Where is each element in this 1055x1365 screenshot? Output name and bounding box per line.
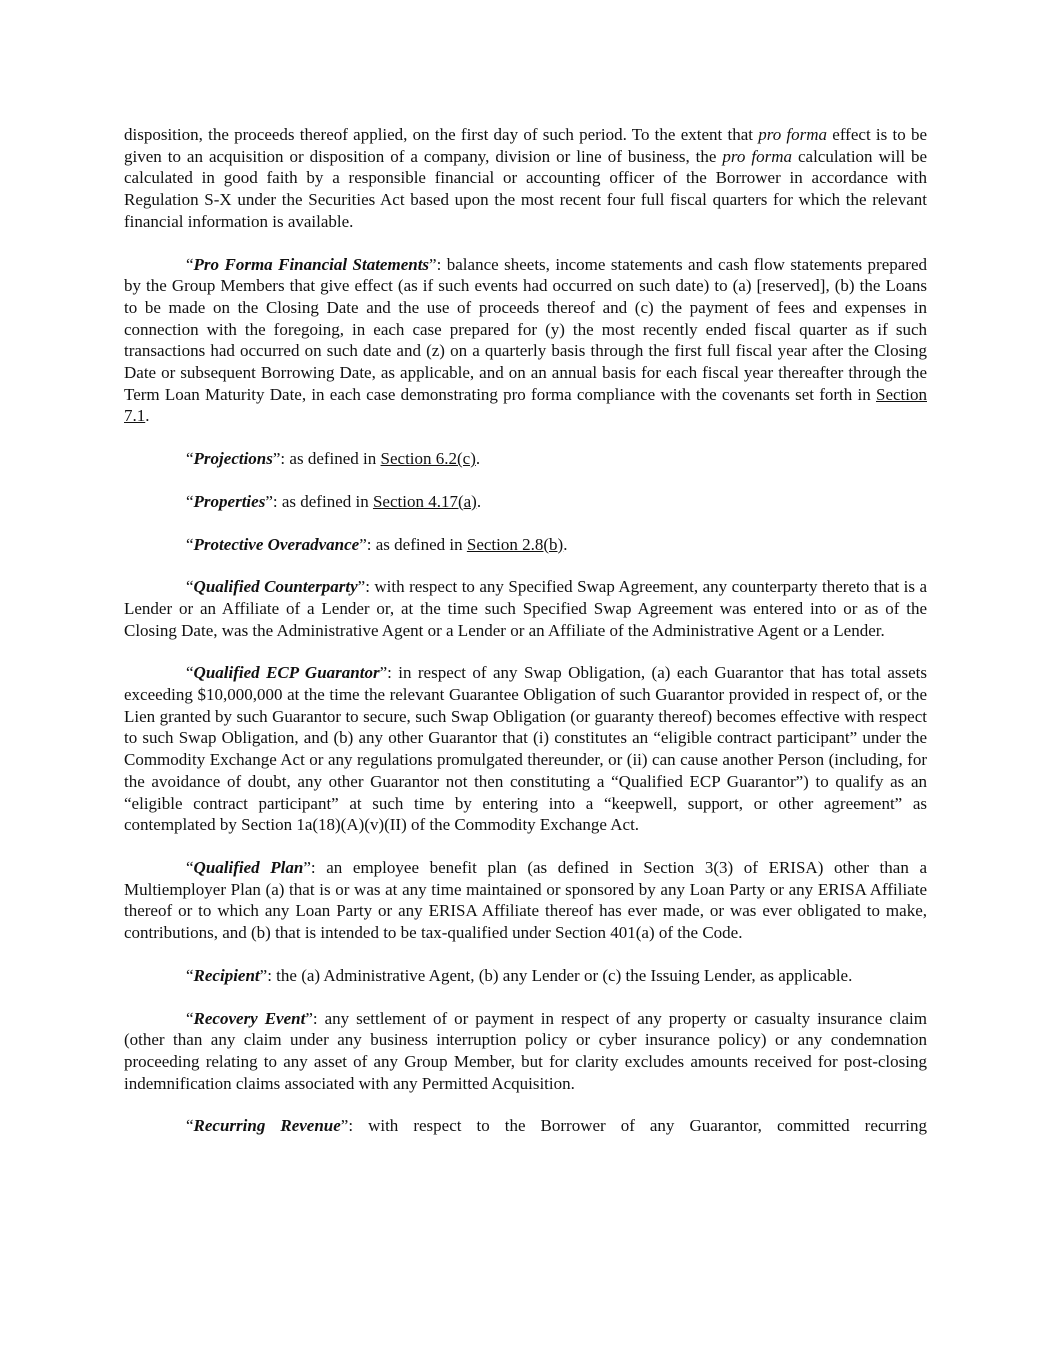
definition-text: ”: as defined in (265, 491, 373, 511)
definition-protective-overadvance (124, 534, 927, 556)
text-segment: . (475, 449, 481, 469)
open-quote: “ (186, 449, 194, 469)
open-quote: “ (186, 254, 194, 274)
text-segment: . (476, 491, 482, 511)
text-segment: disposition, the proceeds thereof applied, on the first day of such period. To the extent that (124, 125, 759, 144)
defined-term: Recurring Revenue (193, 1116, 341, 1136)
open-quote: “ (186, 663, 194, 683)
section-reference-link[interactable]: Section 7.1 (124, 384, 927, 426)
definition-text: ”: as defined in (359, 534, 467, 554)
section-reference-link[interactable]: Section 4.17(a) (372, 491, 477, 511)
definition-qualified-ecp-guarantor (124, 662, 927, 836)
open-quote: “ (186, 857, 194, 877)
definition-projections (124, 448, 927, 470)
italic-text: pro forma (758, 125, 828, 144)
text-segment: calculation will be calculated in good faith by a responsible financial or accounting officer of the Borrower in accordance with Regulation S-X under the Securities Act based upon the most recent four full fiscal quarters for which the relevant financial information is available. (124, 146, 927, 231)
definition-text: ”: in respect of any Swap Obligation, (a) each Guarantor that has total assets exceeding $10,000,000 at the time the relevant Guarantee Obligation of such Guarantor provided in respect of, or the Lien granted by such Guarantor to secure, such Swap Obligation (or guaranty thereof) becomes effective with respect to such Swap Obligation, and (b) any other Guarantor that (i) constitutes an “eligible contract participant” under the Commodity Exchange Act or any regulations promulgated thereunder, or (ii) can cause another Person (including, for the avoidance of doubt, any other Guarantor not then constituting a “Qualified ECP Guarantor”) to qualify as an “eligible contract participant” at such time by entering into a “keepwell, support, or other agreement” as contemplated by Section 1a(18)(A)(v)(II) of the Commodity Exchange Act. (124, 663, 927, 835)
definition-text: ”: the (a) Administrative Agent, (b) any Lender or (c) the Issuing Lender, as applicable. (259, 965, 853, 985)
open-quote: “ (186, 965, 194, 985)
definition-qualified-counterparty (124, 576, 927, 641)
definition-recurring-revenue (124, 1115, 927, 1137)
open-quote: “ (186, 1008, 194, 1028)
definition-qualified-plan (124, 857, 927, 944)
definition-text: ”: as defined in (272, 449, 381, 469)
text-segment: effect is to be given to an acquisition or disposition of a company, division or line of business, the (124, 125, 927, 166)
section-reference-link[interactable]: Section 2.8(b) (466, 534, 564, 554)
definition-text: ”: an employee benefit plan (as defined in Section 3(3) of ERISA) other than a Multiemployer Plan (a) that is or was at any time maintained or sponsored by any Loan Party or any ERISA Affiliate thereof or to which any Loan Party or any ERISA Affiliate thereof has ever made, or was ever obligated to make, contributions, and (b) that is intended to be tax-qualified under Section 401(a) of the Code. (124, 857, 927, 943)
definition-text: ”: balance sheets, income statements and cash flow statements prepared by the Group Members that give effect (as if such events had occurred on such date) to (a) [reserved], (b) the Loans to be made on the Closing Date and the use of proceeds thereof and (c) the payment of fees and expenses in connection with the foregoing, in each case prepared for (y) the most recently ended fiscal quarter as if such transactions had occurred on such date and (z) on a quarterly basis through the first full fiscal year after the Closing Date or subsequent Borrowing Date, as applicable, and on an annual basis for each fiscal year thereafter through the Term Loan Maturity Date, in each case demonstrating pro forma compliance with the covenants set forth in (124, 254, 927, 404)
definition-text: ”: with respect to the Borrower of any Guarantor, committed recurring (340, 1116, 927, 1136)
definition-text: ”: any settlement of or payment in respect of any property or casualty insurance claim (other than any claim under any business interruption policy or cyber insurance policy) or any condemnation proceeding relating to any asset of any Group Member, but for clarity excludes amounts received for post-closing indemnification claims associated with any Permitted Acquisition. (124, 1008, 927, 1093)
document-page (124, 124, 927, 1158)
defined-term: Recipient (193, 965, 260, 985)
definition-text: ”: with respect to any Specified Swap Agreement, any counterparty thereto that is a Lender or an Affiliate of a Lender or, at the time such Specified Swap Agreement was entered into or as of the Closing Date, was the Administrative Agent or a Lender or an Affiliate of the Administrative Agent or a Lender. (124, 577, 928, 640)
open-quote: “ (186, 577, 194, 597)
paragraph-pro-forma-continuation (124, 124, 927, 233)
section-reference-link[interactable]: Section 6.2(c) (380, 449, 476, 469)
defined-term: Projections (193, 449, 273, 469)
text-segment: . (563, 534, 568, 554)
defined-term: Pro Forma Financial Statements (193, 254, 430, 274)
defined-term: Protective Overadvance (193, 534, 360, 554)
defined-term: Recovery Event (193, 1008, 306, 1028)
defined-term: Qualified Plan (193, 857, 304, 877)
open-quote: “ (186, 1116, 194, 1136)
italic-text: pro forma (722, 146, 792, 166)
defined-term: Qualified Counterparty (193, 577, 358, 597)
definition-properties (124, 491, 927, 513)
definition-recipient (124, 965, 927, 987)
defined-term: Qualified ECP Guarantor (193, 663, 380, 683)
open-quote: “ (186, 534, 194, 554)
definition-recovery-event (124, 1008, 927, 1095)
text-segment: . (145, 406, 150, 426)
definition-pro-forma-financial-statements (124, 254, 927, 428)
defined-term: Properties (193, 491, 266, 511)
open-quote: “ (186, 491, 194, 511)
